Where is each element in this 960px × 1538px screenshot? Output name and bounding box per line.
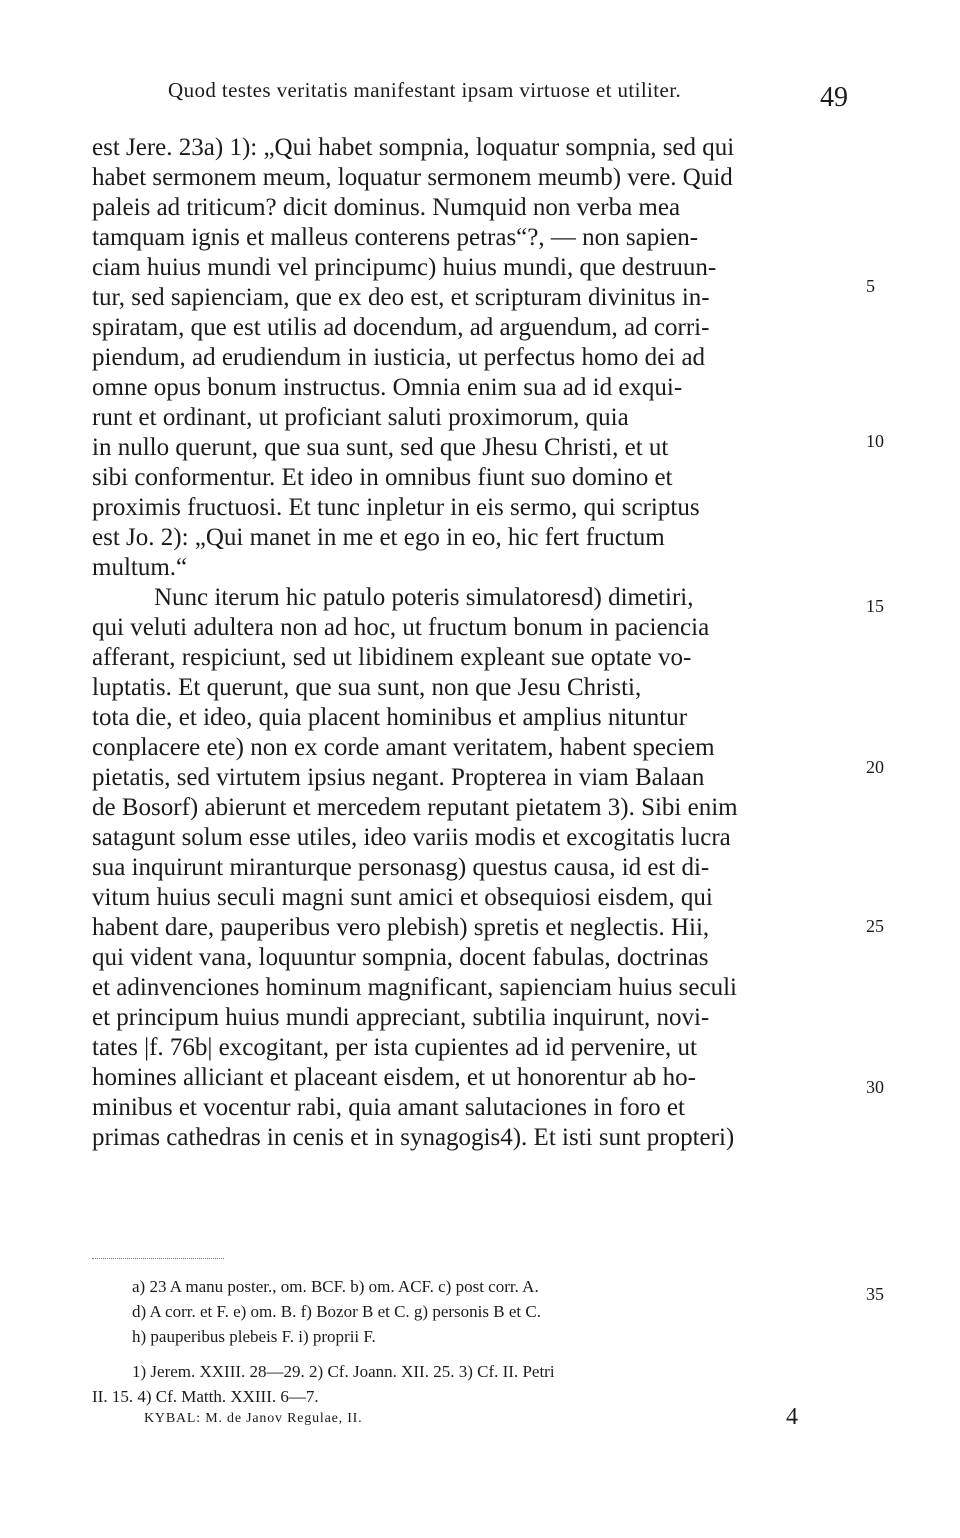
text-line: proximis fructuosi. Et tunc inpletur in eis sermo, qui scriptus (92, 494, 700, 521)
text-line: tota die, et ideo, quia placent hominibus et amplius nituntur (92, 704, 688, 731)
line-number: 20 (866, 757, 884, 777)
text-line: de Bosorf) abierunt et mercedem reputant pietatem 3). Sibi enim (92, 794, 738, 821)
text-line: sibi conformentur. Et ideo in omnibus fiunt suo domino et (92, 464, 673, 491)
line-number: 15 (866, 596, 884, 616)
line-number: 25 (866, 916, 884, 936)
text-line: conplacere ete) non ex corde amant veritatem, habent speciem (92, 734, 715, 761)
text-line: habet sermonem meum, loquatur sermonem meumb) vere. Quid (92, 164, 733, 191)
critical-footnote: h) pauperibus plebeis F. i) proprii F. (132, 1327, 376, 1346)
paragraph-start-line: Nunc iterum hic patulo poteris simulatoresd) dimetiri, (154, 584, 694, 611)
text-line: sua inquirunt miranturque personasg) questus causa, id est di- (92, 854, 710, 881)
text-line: habent dare, pauperibus vero plebish) spretis et neglectis. Hii, (92, 914, 710, 941)
text-line: paleis ad triticum? dicit dominus. Numquid non verba mea (92, 194, 681, 221)
line-number: 5 (866, 276, 875, 296)
printer-signature: KYBAL: M. de Janov Regulae, II. (144, 1411, 363, 1426)
text-line: qui veluti adultera non ad hoc, ut fructum bonum in paciencia (92, 614, 710, 641)
text-line: et adinvenciones hominum magnificant, sapienciam huius seculi (92, 974, 737, 1001)
text-line: omne opus bonum instructus. Omnia enim sua ad id exqui- (92, 374, 683, 401)
source-footnote: 1) Jerem. XXIII. 28—29. 2) Cf. Joann. XII. 25. 3) Cf. II. Petri (132, 1362, 555, 1381)
text-line: minibus et vocentur rabi, quia amant salutaciones in foro et (92, 1094, 685, 1121)
text-line: homines alliciant et placeant eisdem, et ut honorentur ab ho- (92, 1064, 696, 1091)
text-line: primas cathedras in cenis et in synagogis4). Et isti sunt propteri) (92, 1124, 735, 1151)
signature-number: 4 (786, 1404, 798, 1430)
source-footnote: II. 15. 4) Cf. Matth. XXIII. 6—7. (92, 1387, 319, 1406)
text-line: spiratam, que est utilis ad docendum, ad arguendum, ad corri- (92, 314, 710, 341)
text-line: ciam huius mundi vel principumc) huius mundi, que destruun- (92, 254, 717, 281)
text-line: et principum huius mundi appreciant, subtilia inquirunt, novi- (92, 1004, 710, 1031)
line-number: 30 (866, 1077, 884, 1097)
running-head: Quod testes veritatis manifestant ipsam virtuose et utiliter. (168, 78, 682, 102)
page-number: 49 (820, 82, 848, 113)
critical-footnote: d) A corr. et F. e) om. B. f) Bozor B et C. g) personis B et C. (132, 1302, 541, 1321)
text-line: piendum, ad erudiendum in iusticia, ut perfectus homo dei ad (92, 344, 706, 371)
text-line: runt et ordinant, ut proficiant saluti proximorum, quia (92, 404, 629, 431)
text-line: luptatis. Et querunt, que sua sunt, non que Jesu Christi, (92, 674, 642, 701)
line-number: 10 (866, 431, 884, 451)
text-line: tur, sed sapienciam, que ex deo est, et scripturam divinitus in- (92, 284, 710, 311)
text-line: qui vident vana, loquuntur sompnia, docent fabulas, doctrinas (92, 944, 709, 971)
text-line: tamquam ignis et malleus conterens petras“?, — non sapien- (92, 224, 699, 251)
line-number: 35 (866, 1284, 884, 1304)
text-line: est Jo. 2): „Qui manet in me et ego in eo, hic fert fructum (92, 524, 665, 551)
footnote-separator (92, 1258, 224, 1259)
text-line: afferant, respiciunt, sed ut libidinem expleant sue optate vo- (92, 644, 692, 671)
text-line: multum.“ (92, 554, 188, 581)
critical-footnote: a) 23 A manu poster., om. BCF. b) om. ACF. c) post corr. A. (132, 1277, 539, 1296)
text-line: in nullo querunt, que sua sunt, sed que Jhesu Christi, et ut (92, 434, 669, 461)
text-line: tates |f. 76b| excogitant, per ista cupientes ad id pervenire, ut (92, 1034, 697, 1061)
text-line: vitum huius seculi magni sunt amici et obsequiosi eisdem, qui (92, 884, 713, 911)
text-line: pietatis, sed virtutem ipsius negant. Propterea in viam Balaan (92, 764, 705, 791)
text-line: satagunt solum esse utiles, ideo variis modis et excogitatis lucra (92, 824, 731, 851)
text-line: est Jere. 23a) 1): „Qui habet sompnia, loquatur sompnia, sed qui (92, 134, 735, 161)
